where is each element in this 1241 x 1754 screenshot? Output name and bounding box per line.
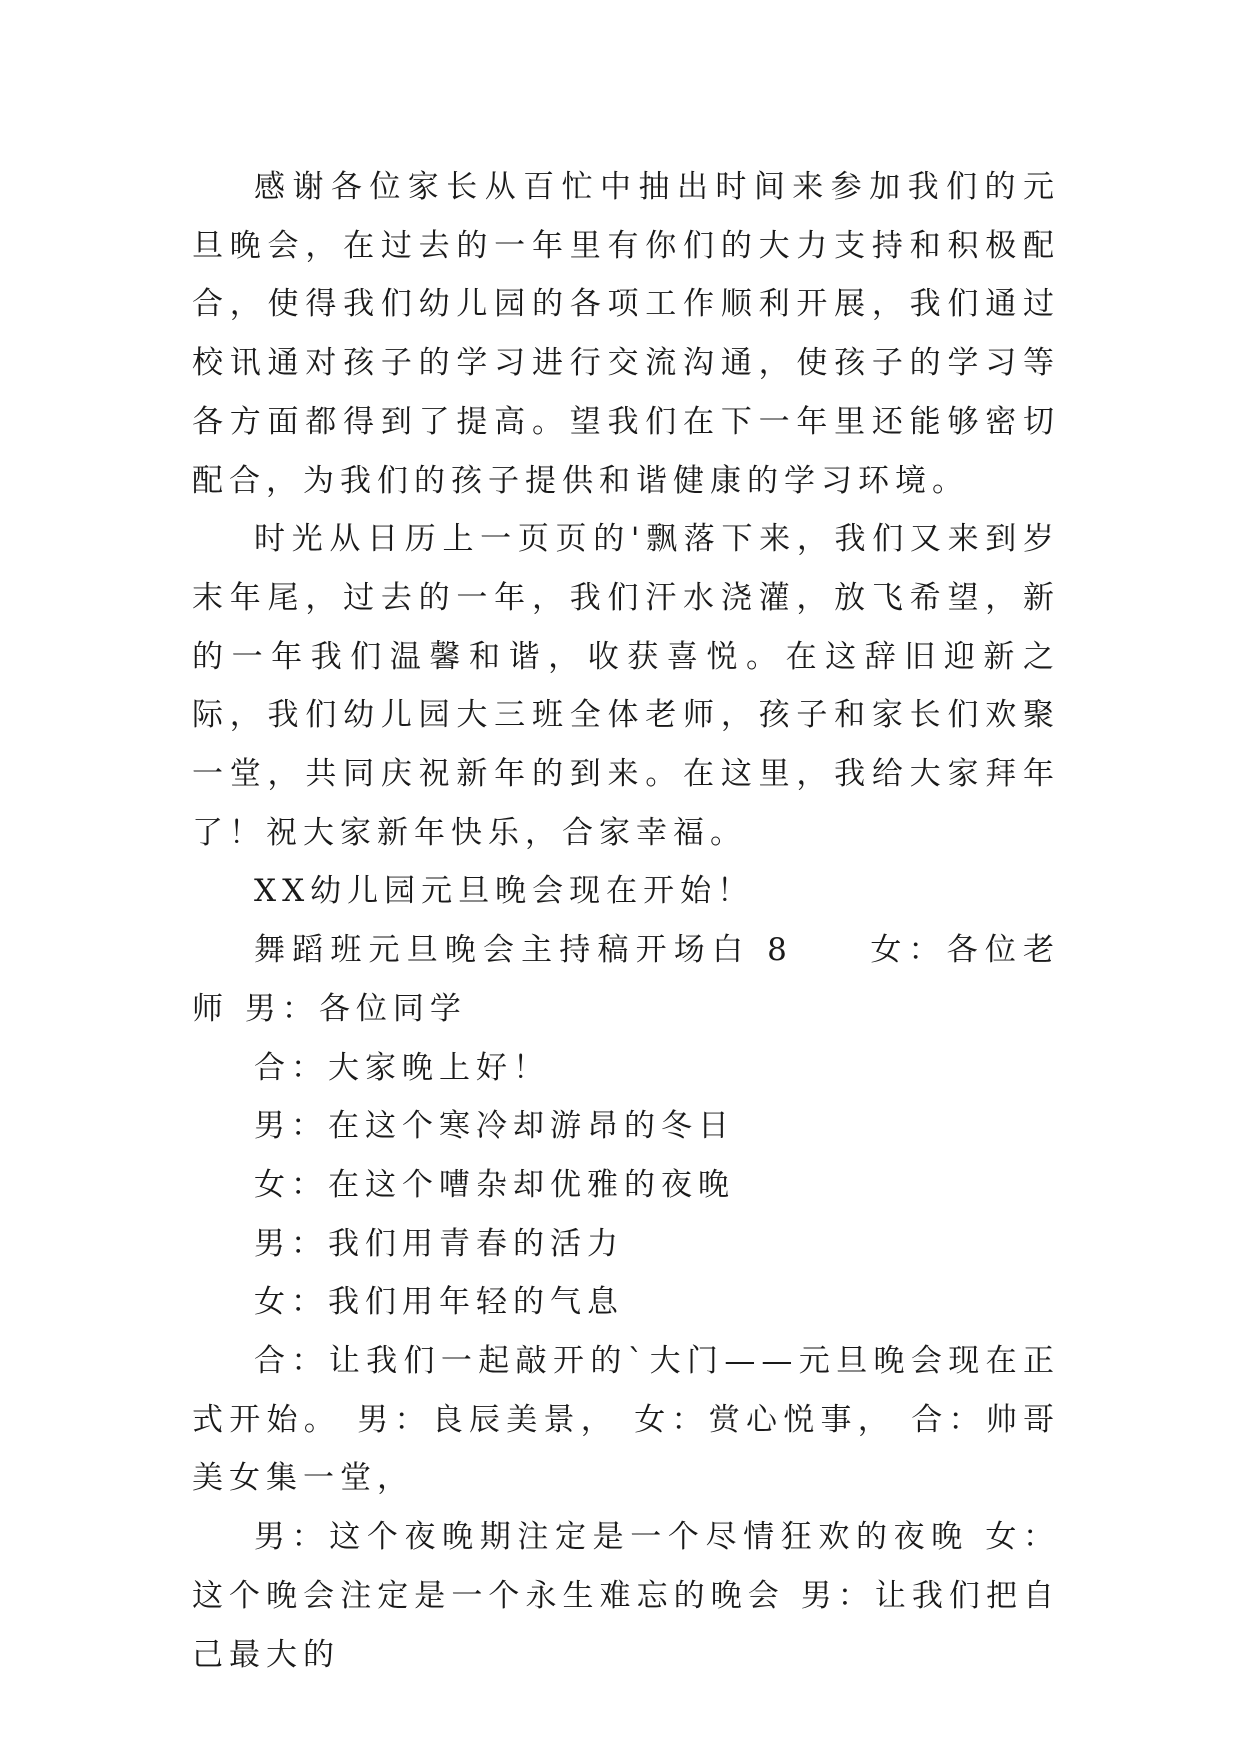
paragraph-line: 男：在这个寒冷却游昂的冬日 xyxy=(254,1108,735,1145)
paragraph-script-title: 舞蹈班元旦晚会主持稿开场白 8 女：各位老师 男：各位同学 xyxy=(192,932,1060,1027)
paragraph-line: 女：在这个嘈杂却优雅的夜晚 xyxy=(254,1166,735,1203)
paragraph-line: 合：大家晚上好！ xyxy=(254,1049,550,1086)
paragraph-opening: XX幼儿园元旦晚会现在开始！ xyxy=(254,873,755,910)
paragraph-line: 男：我们用青春的活力 xyxy=(254,1225,624,1262)
paragraph-new-year: 时光从日历上一页页的'飘落下来，我们又来到岁末年尾，过去的一年，我们汗水浇灌，放飞希望，新的一年我们温馨和谐，收获喜悦。在这辞旧迎新之际，我们幼儿园大三班全体老师，孩子和家长们欢聚一堂，共同庆祝新年的到来。在这里，我给大家拜年了！祝大家新年快乐，合家幸福。 xyxy=(192,521,1060,851)
paragraph-line: 女：我们用年轻的气息 xyxy=(254,1284,624,1321)
paragraph-thanks: 感谢各位家长从百忙中抽出时间来参加我们的元旦晚会，在过去的一年里有你们的大力支持和积极配合，使得我们幼儿园的各项工作顺利开展，我们通过校讯通对孩子的学习进行交流沟通，使孩子的学习等各方面都得到了提高。望我们在下一年里还能够密切配合，为我们的孩子提供和谐健康的学习环境。 xyxy=(192,169,1060,499)
paragraph-line: 男：这个夜晚期注定是一个尽情狂欢的夜晚 女：这个晚会注定是一个永生难忘的晚会 男：让我们把自己最大的 xyxy=(192,1519,1060,1673)
document-body xyxy=(192,158,1060,1684)
paragraph-line: 合：让我们一起敲开的`大门——元旦晚会现在正式开始。 男：良辰美景， 女：赏心悦事， 合：帅哥美女集一堂， xyxy=(192,1343,1060,1497)
